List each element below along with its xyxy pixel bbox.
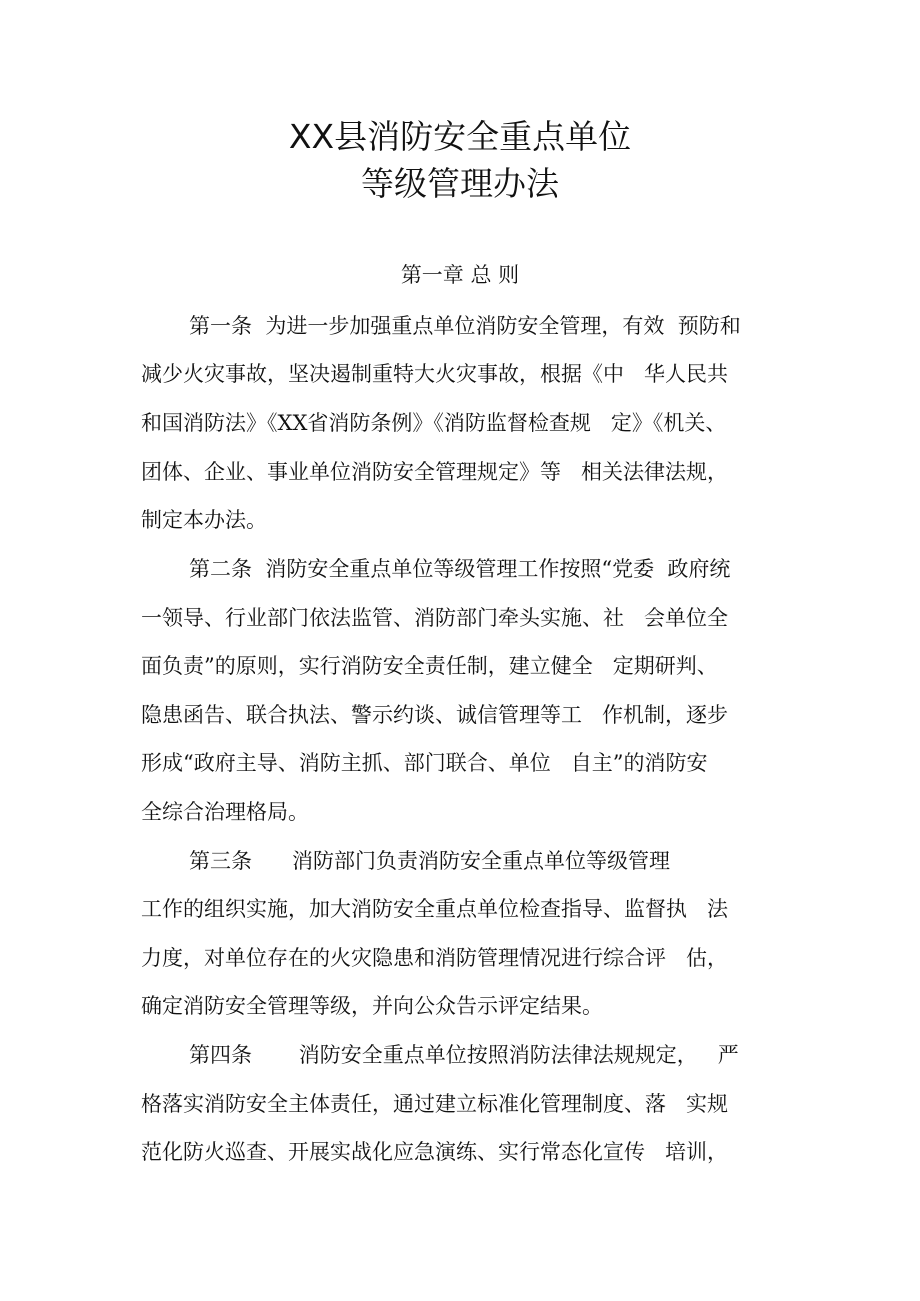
document-title-line-2: 等级管理办法 — [361, 164, 559, 203]
article-1-line-2: 减少火灾事故，坚决遏制重特大火灾事故，根据《中 华人民共 — [141, 362, 729, 386]
article-2-line-1: 第二条 消防安全重点单位等级管理工作按照“党委 政府统 — [189, 557, 731, 581]
article-1-line-3: 和国消防法》《XX省消防条例》《消防监督检查规 定》《机关、 — [141, 411, 727, 435]
article-2-line-6: 全综合治理格局。 — [141, 800, 309, 824]
article-1-line-5: 制定本办法。 — [141, 508, 267, 532]
article-2-line-5: 形成“政府主导、消防主抓、部门联合、单位 自主”的消防安 — [141, 751, 708, 775]
article-3-line-4: 确定消防安全管理等级，并向公众告示评定结果。 — [141, 994, 603, 1018]
article-4-line-1: 第四条 消防安全重点单位按照消防法律法规规定， 严 — [189, 1043, 739, 1067]
chapter-heading: 第一章 总 则 — [400, 263, 520, 287]
article-1-line-1: 第一条 为进一步加强重点单位消防安全管理，有效 预防和 — [189, 314, 741, 338]
article-2-line-4: 隐患函告、联合执法、警示约谈、诚信管理等工 作机制，逐步 — [141, 703, 729, 727]
article-4-line-3: 范化防火巡查、开展实战化应急演练、实行常态化宣传 培训， — [141, 1140, 729, 1164]
article-2-line-3: 面负责”的原则，实行消防安全责任制，建立健全 定期研判、 — [141, 654, 718, 678]
article-1-line-4: 团体、企业、事业单位消防安全管理规定》等 相关法律法规， — [141, 460, 729, 484]
article-3-line-2: 工作的组织实施，加大消防安全重点单位检查指导、监督执 法 — [141, 897, 729, 921]
article-3-line-3: 力度，对单位存在的火灾隐患和消防管理情况进行综合评 估， — [141, 946, 729, 970]
article-4-line-2: 格落实消防安全主体责任，通过建立标准化管理制度、落 实规 — [141, 1092, 729, 1116]
article-2-line-2: 一领导、行业部门依法监管、消防部门牵头实施、社 会单位全 — [141, 606, 729, 630]
document-title-line-1: XX县消防安全重点单位 — [288, 117, 632, 156]
article-3-line-1: 第三条 消防部门负责消防安全重点单位等级管理 — [189, 849, 671, 873]
